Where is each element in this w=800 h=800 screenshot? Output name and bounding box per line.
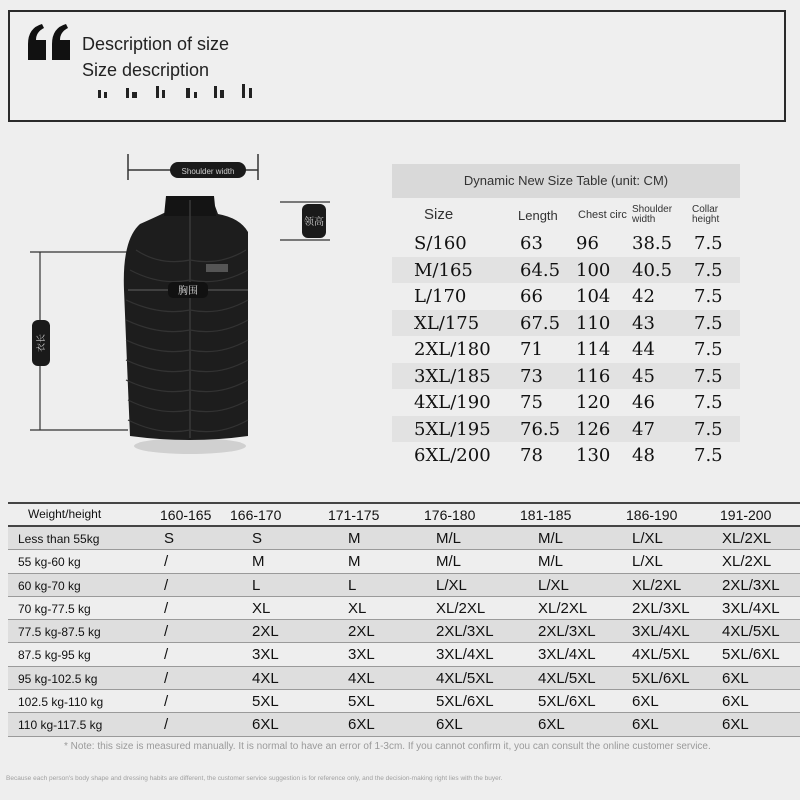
- size-table-cell: 48: [632, 445, 655, 466]
- weight-height-table: [8, 502, 800, 737]
- size-recommendation-cell: 3XL: [252, 646, 279, 664]
- size-table-cell: 67.5: [520, 312, 561, 334]
- size-recommendation-cell: L/XL: [436, 576, 467, 594]
- size-recommendation-cell: 2XL/3XL: [632, 599, 690, 617]
- vest-body: [124, 196, 248, 440]
- size-table-row: [392, 257, 740, 284]
- length-measure: [30, 252, 128, 430]
- weight-range-label: 60 kg-70 kg: [18, 578, 81, 593]
- size-recommendation-cell: 6XL: [632, 716, 659, 734]
- size-recommendation-cell: 6XL: [538, 716, 565, 734]
- size-table-cell: 7.5: [694, 392, 723, 413]
- size-recommendation-cell: 6XL: [348, 716, 375, 734]
- page-subtitle: Size description: [82, 60, 210, 80]
- weight-table-row: [8, 550, 800, 573]
- size-table-row: [392, 416, 740, 443]
- size-recommendation-cell: 2XL/3XL: [722, 576, 780, 594]
- collar-measure: [280, 202, 330, 240]
- size-recommendation-cell: L: [348, 576, 357, 594]
- size-table-cell: 75: [520, 392, 543, 413]
- size-table-cell: 73: [520, 365, 543, 387]
- size-recommendation-cell: /: [164, 623, 169, 641]
- size-recommendation-cell: L/XL: [632, 530, 663, 547]
- size-recommendation-cell: /: [164, 693, 169, 711]
- header-collar: Collar height: [692, 204, 720, 225]
- size-table-cell: 47: [632, 418, 655, 440]
- size-recommendation-cell: /: [164, 553, 169, 571]
- size-recommendation-cell: L/XL: [538, 576, 569, 594]
- size-recommendation-cell: 4XL: [252, 669, 279, 687]
- garbled-text-decoration: [96, 70, 266, 100]
- weight-table-row: [8, 620, 800, 643]
- size-table-cell: 7.5: [694, 312, 723, 334]
- size-table-row: [392, 310, 740, 337]
- size-recommendation-cell: L: [252, 576, 261, 594]
- size-recommendation-cell: M/L: [436, 530, 462, 547]
- size-table-cell: 63: [520, 233, 543, 254]
- size-table-cell: 46: [632, 392, 655, 413]
- height-range-header: 186-190: [626, 507, 678, 523]
- weight-table-row: [8, 667, 800, 690]
- weight-table-row: [8, 597, 800, 620]
- height-range-header: 160-165: [160, 507, 212, 523]
- size-table-cell: 7.5: [694, 339, 723, 360]
- size-table-cell: 5XL/195: [414, 418, 491, 440]
- weight-table-row: [8, 713, 800, 736]
- size-table-cell: 4XL/190: [414, 392, 491, 413]
- size-table-row: [392, 389, 740, 416]
- size-table-cell: 2XL/180: [414, 339, 491, 360]
- shoulder-label: Shoulder width: [181, 167, 235, 176]
- header-box: [8, 10, 786, 122]
- size-recommendation-cell: XL/2XL: [722, 530, 772, 547]
- size-recommendation-cell: XL: [252, 599, 271, 617]
- size-table-cell: 130: [576, 445, 611, 466]
- chest-label: 胸围: [178, 286, 198, 297]
- header-chest: Chest circ: [578, 209, 627, 221]
- size-recommendation-cell: 4XL: [348, 669, 375, 687]
- quote-icon: [26, 22, 76, 62]
- size-recommendation-cell: /: [164, 669, 169, 687]
- size-recommendation-cell: 6XL: [436, 716, 463, 734]
- weight-range-label: 110 kg-117.5 kg: [18, 718, 103, 733]
- size-recommendation-cell: 2XL/3XL: [538, 623, 596, 641]
- weight-range-label: Less than 55kg: [18, 532, 100, 546]
- size-table-cell: 7.5: [694, 286, 723, 307]
- weight-table-header: [8, 502, 800, 527]
- size-recommendation-cell: 4XL/5XL: [632, 646, 690, 664]
- size-recommendation-cell: S: [252, 530, 263, 547]
- size-table-cell: 126: [576, 418, 611, 440]
- size-recommendation-cell: M/L: [436, 553, 462, 571]
- size-table-row: [392, 336, 740, 363]
- size-recommendation-cell: 4XL/5XL: [722, 623, 780, 641]
- size-table-cell: 6XL/200: [414, 445, 491, 466]
- size-recommendation-cell: 6XL: [722, 716, 749, 734]
- weight-range-label: 87.5 kg-95 kg: [18, 648, 91, 663]
- size-recommendation-cell: 6XL: [252, 716, 279, 734]
- size-table-cell: 78: [520, 445, 543, 466]
- size-recommendation-cell: 4XL/5XL: [436, 669, 494, 687]
- size-recommendation-cell: 3XL/4XL: [436, 646, 494, 664]
- size-table-cell: 7.5: [694, 233, 723, 254]
- size-table-cell: 96: [576, 233, 599, 254]
- weight-range-label: 102.5 kg-110 kg: [18, 695, 104, 710]
- size-table-cell: 114: [576, 339, 611, 360]
- weight-range-label: 95 kg-102.5 kg: [18, 671, 98, 686]
- size-table-row: [392, 442, 740, 469]
- size-table-cell: 71: [520, 339, 543, 360]
- weight-table-row: [8, 643, 800, 666]
- size-recommendation-cell: M/L: [538, 530, 564, 547]
- size-table-cell: 116: [576, 365, 611, 387]
- size-table: [392, 164, 740, 469]
- weight-range-label: 77.5 kg-87.5 kg: [18, 625, 101, 640]
- collar-label: 领高: [304, 217, 324, 228]
- size-recommendation-cell: XL: [348, 599, 367, 617]
- size-table-cell: 76.5: [520, 418, 561, 440]
- measurement-note: * Note: this size is measured manually. It is normal to have an error of 1-3cm. If you cannot confirm it, you can consult the online customer service.: [64, 741, 711, 752]
- size-recommendation-cell: 6XL: [632, 693, 659, 711]
- size-table-cell: L/170: [414, 286, 467, 307]
- height-range-header: 176-180: [424, 507, 476, 523]
- size-table-cell: S/160: [414, 233, 467, 254]
- length-label: 衣长: [37, 333, 47, 353]
- size-recommendation-cell: 3XL/4XL: [632, 623, 690, 641]
- size-recommendation-cell: /: [164, 599, 169, 617]
- height-range-header: 181-185: [520, 507, 572, 523]
- size-recommendation-cell: 2XL: [252, 623, 279, 641]
- size-recommendation-cell: XL/2XL: [632, 576, 682, 594]
- weight-table-row: [8, 574, 800, 597]
- size-recommendation-cell: 5XL/6XL: [436, 693, 494, 711]
- size-recommendation-cell: 2XL: [348, 623, 375, 641]
- size-table-cell: 3XL/185: [414, 365, 491, 387]
- size-recommendation-cell: /: [164, 646, 169, 664]
- weight-table-row: [8, 690, 800, 713]
- size-table-cell: 42: [632, 286, 655, 307]
- weight-range-label: 70 kg-77.5 kg: [18, 601, 91, 616]
- height-range-header: 191-200: [720, 507, 772, 523]
- size-recommendation-cell: 6XL: [722, 669, 749, 687]
- size-table-cell: 7.5: [694, 259, 723, 281]
- size-table-cell: 120: [576, 392, 611, 413]
- size-table-cell: 7.5: [694, 365, 723, 387]
- size-table-cell: 7.5: [694, 445, 723, 466]
- size-table-cell: 104: [576, 286, 611, 307]
- height-range-header: 166-170: [230, 507, 282, 523]
- size-recommendation-cell: 2XL/3XL: [436, 623, 494, 641]
- size-recommendation-cell: 3XL/4XL: [538, 646, 596, 664]
- size-table-cell: 43: [632, 312, 655, 334]
- size-table-cell: M/165: [414, 259, 473, 281]
- shoulder-measure: [128, 154, 258, 180]
- size-recommendation-cell: 5XL/6XL: [538, 693, 596, 711]
- size-recommendation-cell: M: [348, 530, 361, 547]
- size-recommendation-cell: 3XL/4XL: [722, 599, 780, 617]
- size-table-row: [392, 283, 740, 310]
- size-recommendation-cell: M: [252, 553, 265, 571]
- size-recommendation-cell: 5XL/6XL: [632, 669, 690, 687]
- size-table-header: [392, 198, 740, 230]
- size-recommendation-cell: 5XL: [252, 693, 279, 711]
- size-table-row: [392, 363, 740, 390]
- size-table-cell: 44: [632, 339, 655, 360]
- size-recommendation-cell: XL/2XL: [436, 599, 486, 617]
- size-table-cell: 45: [632, 365, 655, 387]
- size-recommendation-cell: 5XL/6XL: [722, 646, 780, 664]
- size-table-cell: XL/175: [414, 312, 480, 334]
- size-recommendation-cell: 5XL: [348, 693, 375, 711]
- size-table-cell: 38.5: [632, 233, 673, 254]
- header-length: Length: [518, 208, 558, 223]
- size-recommendation-cell: S: [164, 530, 175, 547]
- size-recommendation-cell: 3XL: [348, 646, 375, 664]
- height-range-header: 171-175: [328, 507, 380, 523]
- weight-height-header: Weight/height: [28, 507, 102, 521]
- size-table-cell: 66: [520, 286, 543, 307]
- size-recommendation-cell: L/XL: [632, 553, 663, 571]
- size-recommendation-cell: M/L: [538, 553, 564, 571]
- size-table-cell: 64.5: [520, 259, 561, 281]
- size-recommendation-cell: /: [164, 716, 169, 734]
- size-table-cell: 40.5: [632, 259, 673, 281]
- size-table-row: [392, 230, 740, 257]
- disclaimer-footnote: Because each person's body shape and dressing habits are different, the customer service suggestion is for reference only, and the decision-making right lies with the buyer.: [6, 775, 503, 782]
- page-title: Description of size: [82, 34, 230, 54]
- size-table-title: Dynamic New Size Table (unit: CM): [392, 164, 740, 198]
- header-size: Size: [424, 206, 454, 223]
- size-recommendation-cell: M: [348, 553, 361, 571]
- weight-range-label: 55 kg-60 kg: [18, 555, 81, 570]
- size-recommendation-cell: 4XL/5XL: [538, 669, 596, 687]
- header-shoulder: Shoulder width: [632, 204, 673, 225]
- size-recommendation-cell: XL/2XL: [722, 553, 772, 571]
- size-recommendation-cell: XL/2XL: [538, 599, 588, 617]
- size-recommendation-cell: 6XL: [722, 693, 749, 711]
- size-table-cell: 7.5: [694, 418, 723, 440]
- weight-table-row: [8, 527, 800, 550]
- vest-illustration: [0, 140, 380, 480]
- size-recommendation-cell: /: [164, 576, 169, 594]
- size-table-cell: 110: [576, 312, 611, 334]
- size-table-cell: 100: [576, 259, 611, 281]
